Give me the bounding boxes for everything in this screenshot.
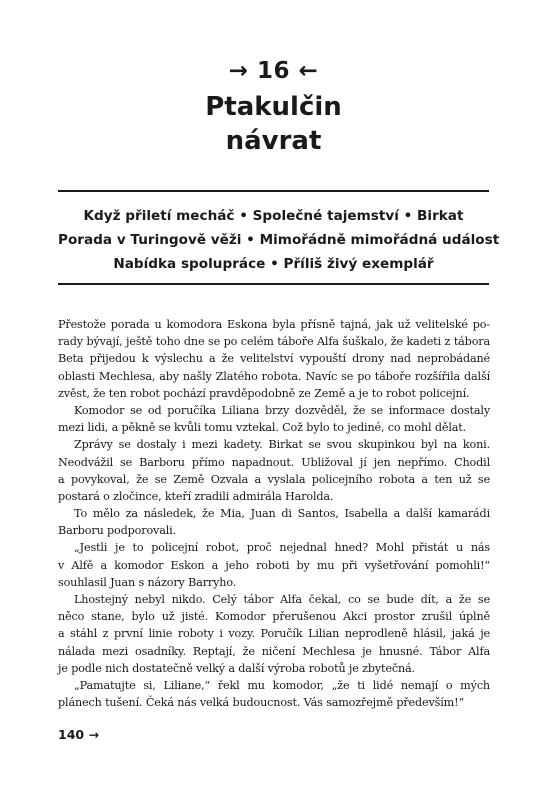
summary-bottom-rule bbox=[58, 283, 489, 285]
text-line: a stáhl z první linie roboty i vozy. Poručík Lilian neprodleně hlásil, jaká je bbox=[58, 627, 490, 641]
body-text bbox=[58, 316, 490, 711]
chapter-title-line-2: návrat bbox=[225, 126, 322, 156]
chapter-title-line-1: Ptakulčin bbox=[205, 92, 342, 122]
text-line: souhlasil Juan s názory Barryho. bbox=[58, 575, 237, 589]
page-number: 140 → bbox=[58, 727, 99, 742]
text-line: nálada mezi osadníky. Reptají, že ničení Mechlesa je hnusné. Tábor Alfa bbox=[58, 644, 490, 658]
text-line: zvěst, že ten robot pochází pravděpodobně ze Země a je to robot policejní. bbox=[58, 386, 470, 400]
summary-line: Když přiletí mecháč • Společné tajemství • Birkat bbox=[83, 208, 464, 224]
text-line: Komodor se od poručíka Liliana brzy dozvěděl, že se informace dostaly bbox=[74, 403, 490, 417]
summary-line: Nabídka spolupráce • Příliš živý exemplář bbox=[113, 256, 434, 272]
text-line: a povykoval, že se Země Ozvala a vyslala policejního robota a ten už se bbox=[58, 472, 490, 486]
text-line: Beta přijedou k výslechu a že velitelství vypouští drony nad neprobádané bbox=[58, 352, 490, 366]
text-line: „Jestli je to policejní robot, proč nejednal hned? Mohl přistát u nás bbox=[74, 541, 490, 555]
text-line: Zprávy se dostaly i mezi kadety. Birkat se svou skupinkou byl na koni. bbox=[74, 438, 490, 452]
text-line: Přestože porada u komodora Eskona byla přísně tajná, jak už velitelské po- bbox=[58, 318, 490, 331]
summary-top-rule bbox=[58, 190, 489, 192]
chapter-heading bbox=[0, 56, 547, 158]
text-line: To mělo za následek, že Mia, Juan di Santos, Isabella a další kamarádi bbox=[74, 507, 490, 521]
chapter-title bbox=[0, 90, 547, 158]
summary-line: Porada v Turingově věži • Mimořádně mimořádná událost bbox=[58, 232, 500, 248]
text-line: něco stane, bylo už jisté. Komodor přerušenou Akci prostor zrušil úplně bbox=[58, 610, 490, 624]
text-line: „Pamatujte si, Liliane,“ řekl mu komodor, „že ti lidé nemají o mých bbox=[74, 678, 490, 692]
chapter-number: → 16 ← bbox=[228, 58, 319, 84]
text-line: plánech tušení. Čeká nás velká budoucnost. Vás samozřejmě především!“ bbox=[58, 696, 465, 710]
text-line: mezi lidi, a pěkně se kvůli tomu vztekal. Což bylo to jediné, co mohl dělat. bbox=[58, 421, 467, 435]
text-line: Neodvážil se Barboru přímo napadnout. Ubližoval jí jen nepřímo. Chodil bbox=[58, 455, 490, 469]
text-line: rady bývají, ještě toho dne se po celém táboře Alfa šuškalo, že kadeti z tábora bbox=[58, 335, 490, 349]
text-line: je podle nich dostatečně velký a další výroba robotů je zbytečná. bbox=[58, 661, 415, 675]
chapter-summary bbox=[58, 204, 500, 276]
text-line: v Alfě a komodor Eskon a jeho roboti by mu při vyšetřování pomohli!“ bbox=[58, 558, 490, 572]
text-line: oblasti Mechlesa, aby našly Zlatého robota. Navíc se po táboře rozšířila další bbox=[58, 369, 490, 383]
text-line: Lhostejný nebyl nikdo. Celý tábor Alfa čekal, co se bude dít, a že se bbox=[74, 593, 490, 606]
text-line: Barboru podporovali. bbox=[58, 524, 176, 538]
text-line: postará o zločince, kteří zradili admirála Harolda. bbox=[58, 489, 334, 503]
